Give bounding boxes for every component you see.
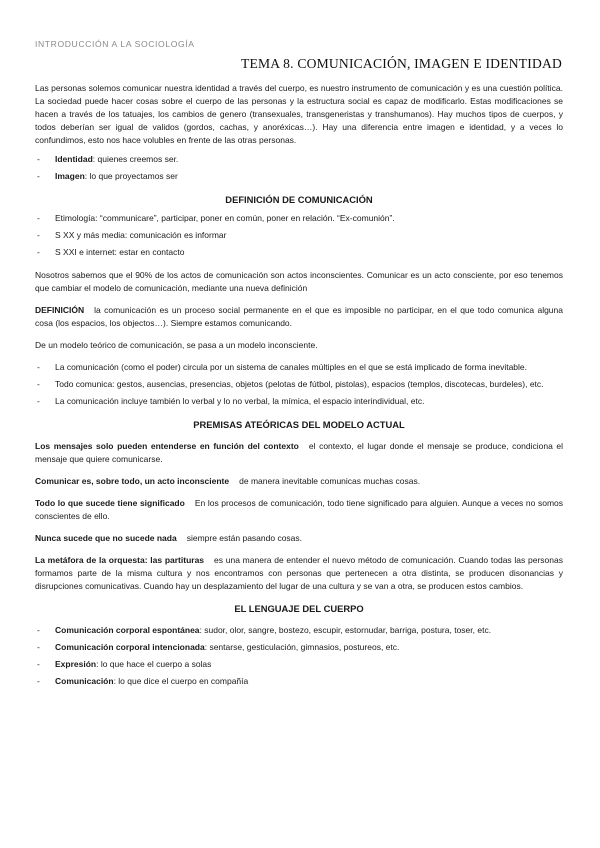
list-item: - Comunicación: lo que dice el cuerpo en compañía xyxy=(35,675,563,688)
model-list xyxy=(35,361,563,408)
identity-list xyxy=(35,153,563,183)
document-body xyxy=(35,82,563,692)
list-item: - S XXI e internet: estar en contacto xyxy=(35,246,563,259)
list-item: - S XX y más media: comunicación es informar xyxy=(35,229,563,242)
premise-paragraph: Los mensajes solo pueden entenderse en función del contexto el contexto, el lugar donde el mensaje se produce, condiciona el mensaje que quiere comunicarse. xyxy=(35,441,564,464)
running-header: INTRODUCCIÓN A LA SOCIOLOGÍA xyxy=(35,39,195,49)
body-language-list xyxy=(35,624,563,688)
list-item: - Etimología: “communicare”, participar, poner en común, poner en relación. “Ex-comunión”. xyxy=(35,212,563,225)
section-heading-premisas: PREMISAS ATEÓRICAS DEL MODELO ACTUAL xyxy=(193,419,405,430)
premise-paragraph: Comunicar es, sobre todo, un acto inconsciente de manera inevitable comunicas muchas cosas. xyxy=(35,476,421,486)
definition-paragraph: DEFINICIÓN la comunicación es un proceso social permanente en el que es imposible no participar, en el que todo comunica alguna cosa (los espacios, los objectos…). Siempre estamos comunicando. xyxy=(35,305,563,328)
list-item: - Comunicación corporal espontánea: sudor, olor, sangre, bostezo, escupir, estornudar, barriga, postura, toser, etc. xyxy=(35,624,563,637)
list-item: - Todo comunica: gestos, ausencias, presencias, objetos (pelotas de fútbol, pistolas), espacios (templos, discotecas, burdeles), etc. xyxy=(35,378,563,391)
section-heading-lenguaje: EL LENGUAJE DEL CUERPO xyxy=(234,603,364,614)
premise-paragraph: Nunca sucede que no sucede nada siempre están pasando cosas. xyxy=(35,533,303,543)
premise-paragraph: La metáfora de la orquesta: las partituras es una manera de entender el nuevo método de comunicación. Cuando todas las personas formamos parte de la misma cultura y nos encontramos con personas que pertenecen a otra distinta, se producen disonancias y disrupciones comunicativas. Cuando hay un desplazamiento del lugar de una cultura y se van a otra, se producen estos cambios. xyxy=(35,555,563,591)
page-title: TEMA 8. COMUNICACIÓN, IMAGEN E IDENTIDAD xyxy=(240,56,562,71)
premise-paragraph: Todo lo que sucede tiene significado En los procesos de comunicación, todo tiene significado para alguien. Aunque a veces no somos conscientes de ello. xyxy=(35,498,563,521)
list-item: - Expresión: lo que hace el cuerpo a solas xyxy=(35,658,563,671)
list-item: - La comunicación (como el poder) circula por un sistema de canales múltiples en el que se está implicado de forma inevitable. xyxy=(35,361,563,374)
section-heading-definicion: DEFINICIÓN DE COMUNICACIÓN xyxy=(225,194,373,205)
paragraph: Nosotros sabemos que el 90% de los actos de comunicación son actos inconscientes. Comunicar es un acto consciente, por eso tenemos que cambiar el modelo de comunicación, mediante una nueva definición xyxy=(35,270,563,293)
definition-term: DEFINICIÓN xyxy=(35,305,85,315)
list-item: - Comunicación corporal intencionada: sentarse, gesticulación, gimnasios, postureos, etc. xyxy=(35,641,563,654)
intro-paragraph: Las personas solemos comunicar nuestra identidad a través del cuerpo, es nuestro instrumento de comunicación y es una cuestión política. La sociedad puede hacer cosas sobre el cuerpo de las personas y la estructura social es capaz de modificarlo. Estas modificaciones se hacen a través de los tatuajes, los cambios de genero (transexuales, transgeneristas y transhumanos). Hay muchos tipos de cuerpos, y todos deberían ser igual de validos (gordos, cachas, y anoréxicas…). Hay una diferencia entre imagen e identidad, y a veces lo confundimos, esto nos hace volubles en frente de las otras personas. xyxy=(35,83,563,145)
list-item: - La comunicación incluye también lo verbal y lo no verbal, la mímica, el espacio interindividual, etc. xyxy=(35,395,563,408)
paragraph: De un modelo teórico de comunicación, se pasa a un modelo inconsciente. xyxy=(35,340,318,350)
list-item: - Identidad: quienes creemos ser. xyxy=(35,153,563,166)
definition-list xyxy=(35,212,563,259)
list-item: - Imagen: lo que proyectamos ser xyxy=(35,170,563,183)
